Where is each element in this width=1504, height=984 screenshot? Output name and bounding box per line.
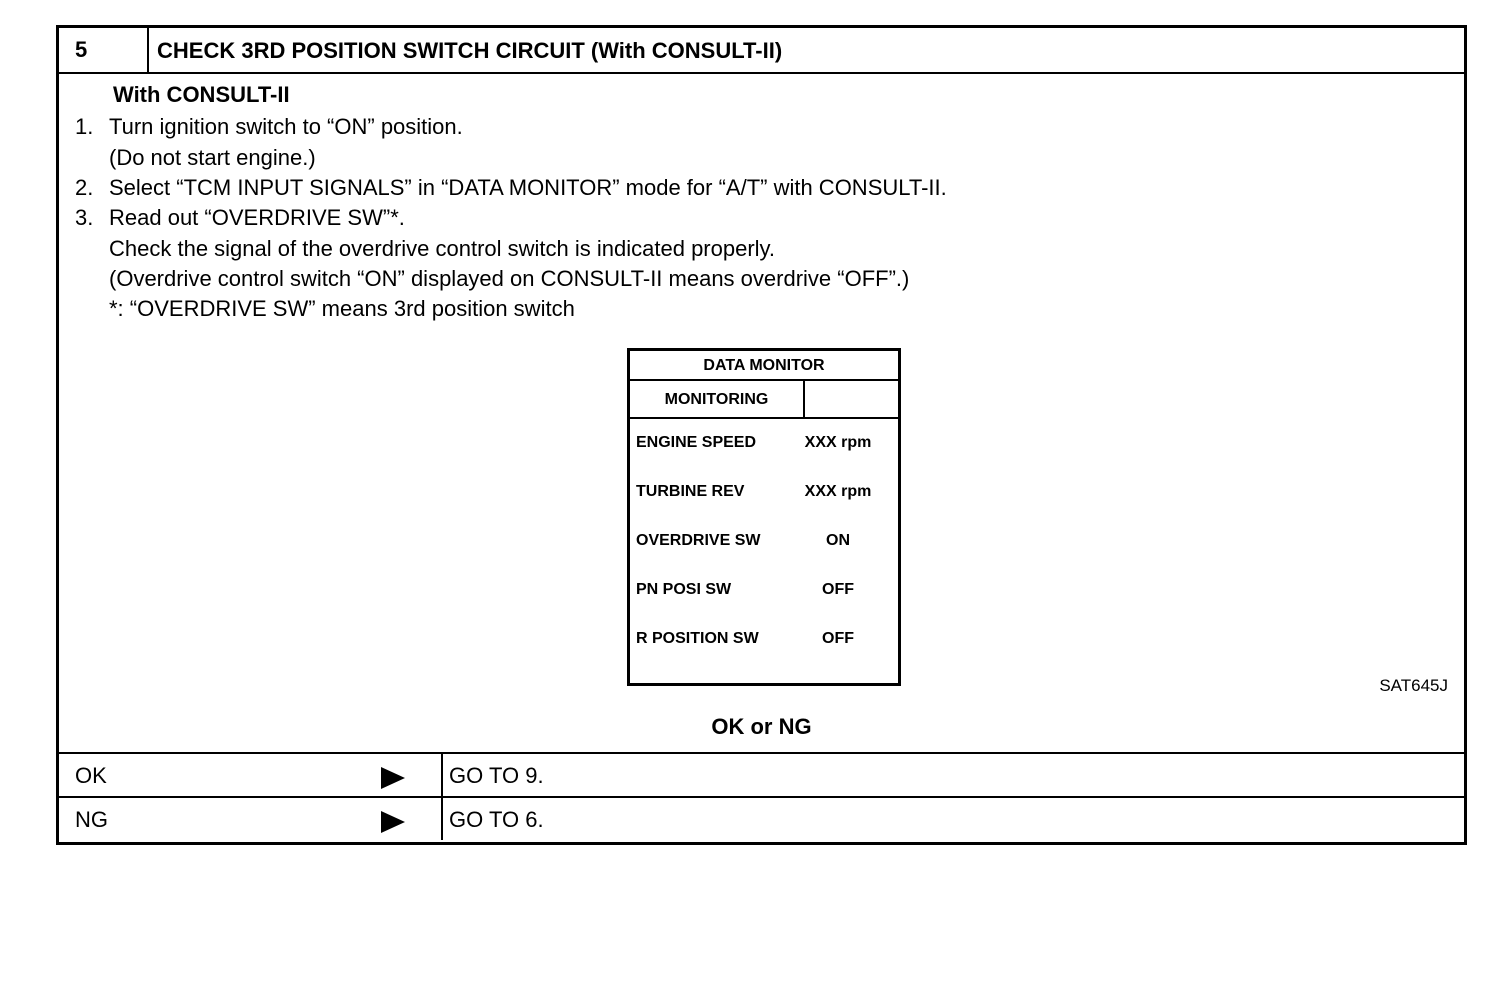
step-3-line-3: (Overdrive control switch “ON” displayed on CONSULT-II means overdrive “OFF”.) bbox=[109, 266, 910, 291]
header-row bbox=[59, 28, 1464, 74]
monitor-item-name: TURBINE REV bbox=[636, 483, 745, 500]
monitor-row bbox=[636, 531, 896, 551]
result-label: OK bbox=[75, 763, 107, 788]
step-3-line-4: *: “OVERDRIVE SW” means 3rd position switch bbox=[109, 296, 575, 321]
arrow-right-icon bbox=[381, 767, 405, 789]
step-3-line-1: Read out “OVERDRIVE SW”*. bbox=[109, 205, 405, 230]
step-3-number: 3. bbox=[75, 205, 94, 230]
monitor-item-value: XXX rpm bbox=[804, 483, 872, 500]
figure-code: SAT645J bbox=[1379, 676, 1448, 695]
result-action: GO TO 9. bbox=[449, 763, 544, 788]
monitor-row bbox=[636, 482, 896, 502]
monitor-item-value: OFF bbox=[822, 630, 854, 647]
procedure-table bbox=[56, 25, 1467, 845]
step-3-line-2: Check the signal of the overdrive control switch is indicated properly. bbox=[109, 236, 776, 261]
result-label: NG bbox=[75, 807, 108, 832]
data-monitor-title: DATA MONITOR bbox=[630, 351, 898, 381]
step-1-number: 1. bbox=[75, 114, 94, 139]
monitor-item-name: PN POSI SW bbox=[636, 581, 732, 598]
monitor-item-name: R POSITION SW bbox=[636, 630, 759, 647]
monitor-item-name: ENGINE SPEED bbox=[636, 434, 757, 451]
monitor-item-value: OFF bbox=[822, 581, 854, 598]
result-action: GO TO 6. bbox=[449, 807, 544, 832]
monitor-item-name: OVERDRIVE SW bbox=[636, 532, 761, 549]
monitor-item-value: ON bbox=[826, 532, 850, 549]
data-monitor-screen bbox=[627, 348, 901, 686]
monitor-item-value: XXX rpm bbox=[804, 434, 872, 451]
result-row-ng bbox=[59, 796, 1464, 840]
step-title: CHECK 3RD POSITION SWITCH CIRCUIT (With CONSULT-II) bbox=[157, 38, 783, 63]
monitor-row bbox=[636, 433, 896, 453]
monitor-row bbox=[636, 580, 896, 600]
arrow-right-icon bbox=[381, 811, 405, 833]
step-2-line-1: Select “TCM INPUT SIGNALS” in “DATA MONITOR” mode for “A/T” with CONSULT-II. bbox=[109, 175, 947, 200]
step-number: 5 bbox=[59, 28, 149, 72]
result-row-ok bbox=[59, 752, 1464, 796]
monitor-row bbox=[636, 629, 896, 649]
monitoring-label: MONITORING bbox=[630, 381, 805, 417]
procedure-body bbox=[59, 74, 1464, 752]
procedure-subheading: With CONSULT-II bbox=[113, 82, 290, 107]
divider bbox=[441, 798, 443, 840]
decision-prompt: OK or NG bbox=[711, 714, 812, 739]
monitoring-header bbox=[630, 381, 898, 419]
step-2-number: 2. bbox=[75, 175, 94, 200]
step-1-line-1: Turn ignition switch to “ON” position. bbox=[109, 114, 463, 139]
divider bbox=[441, 754, 443, 796]
step-1-line-2: (Do not start engine.) bbox=[109, 145, 316, 170]
